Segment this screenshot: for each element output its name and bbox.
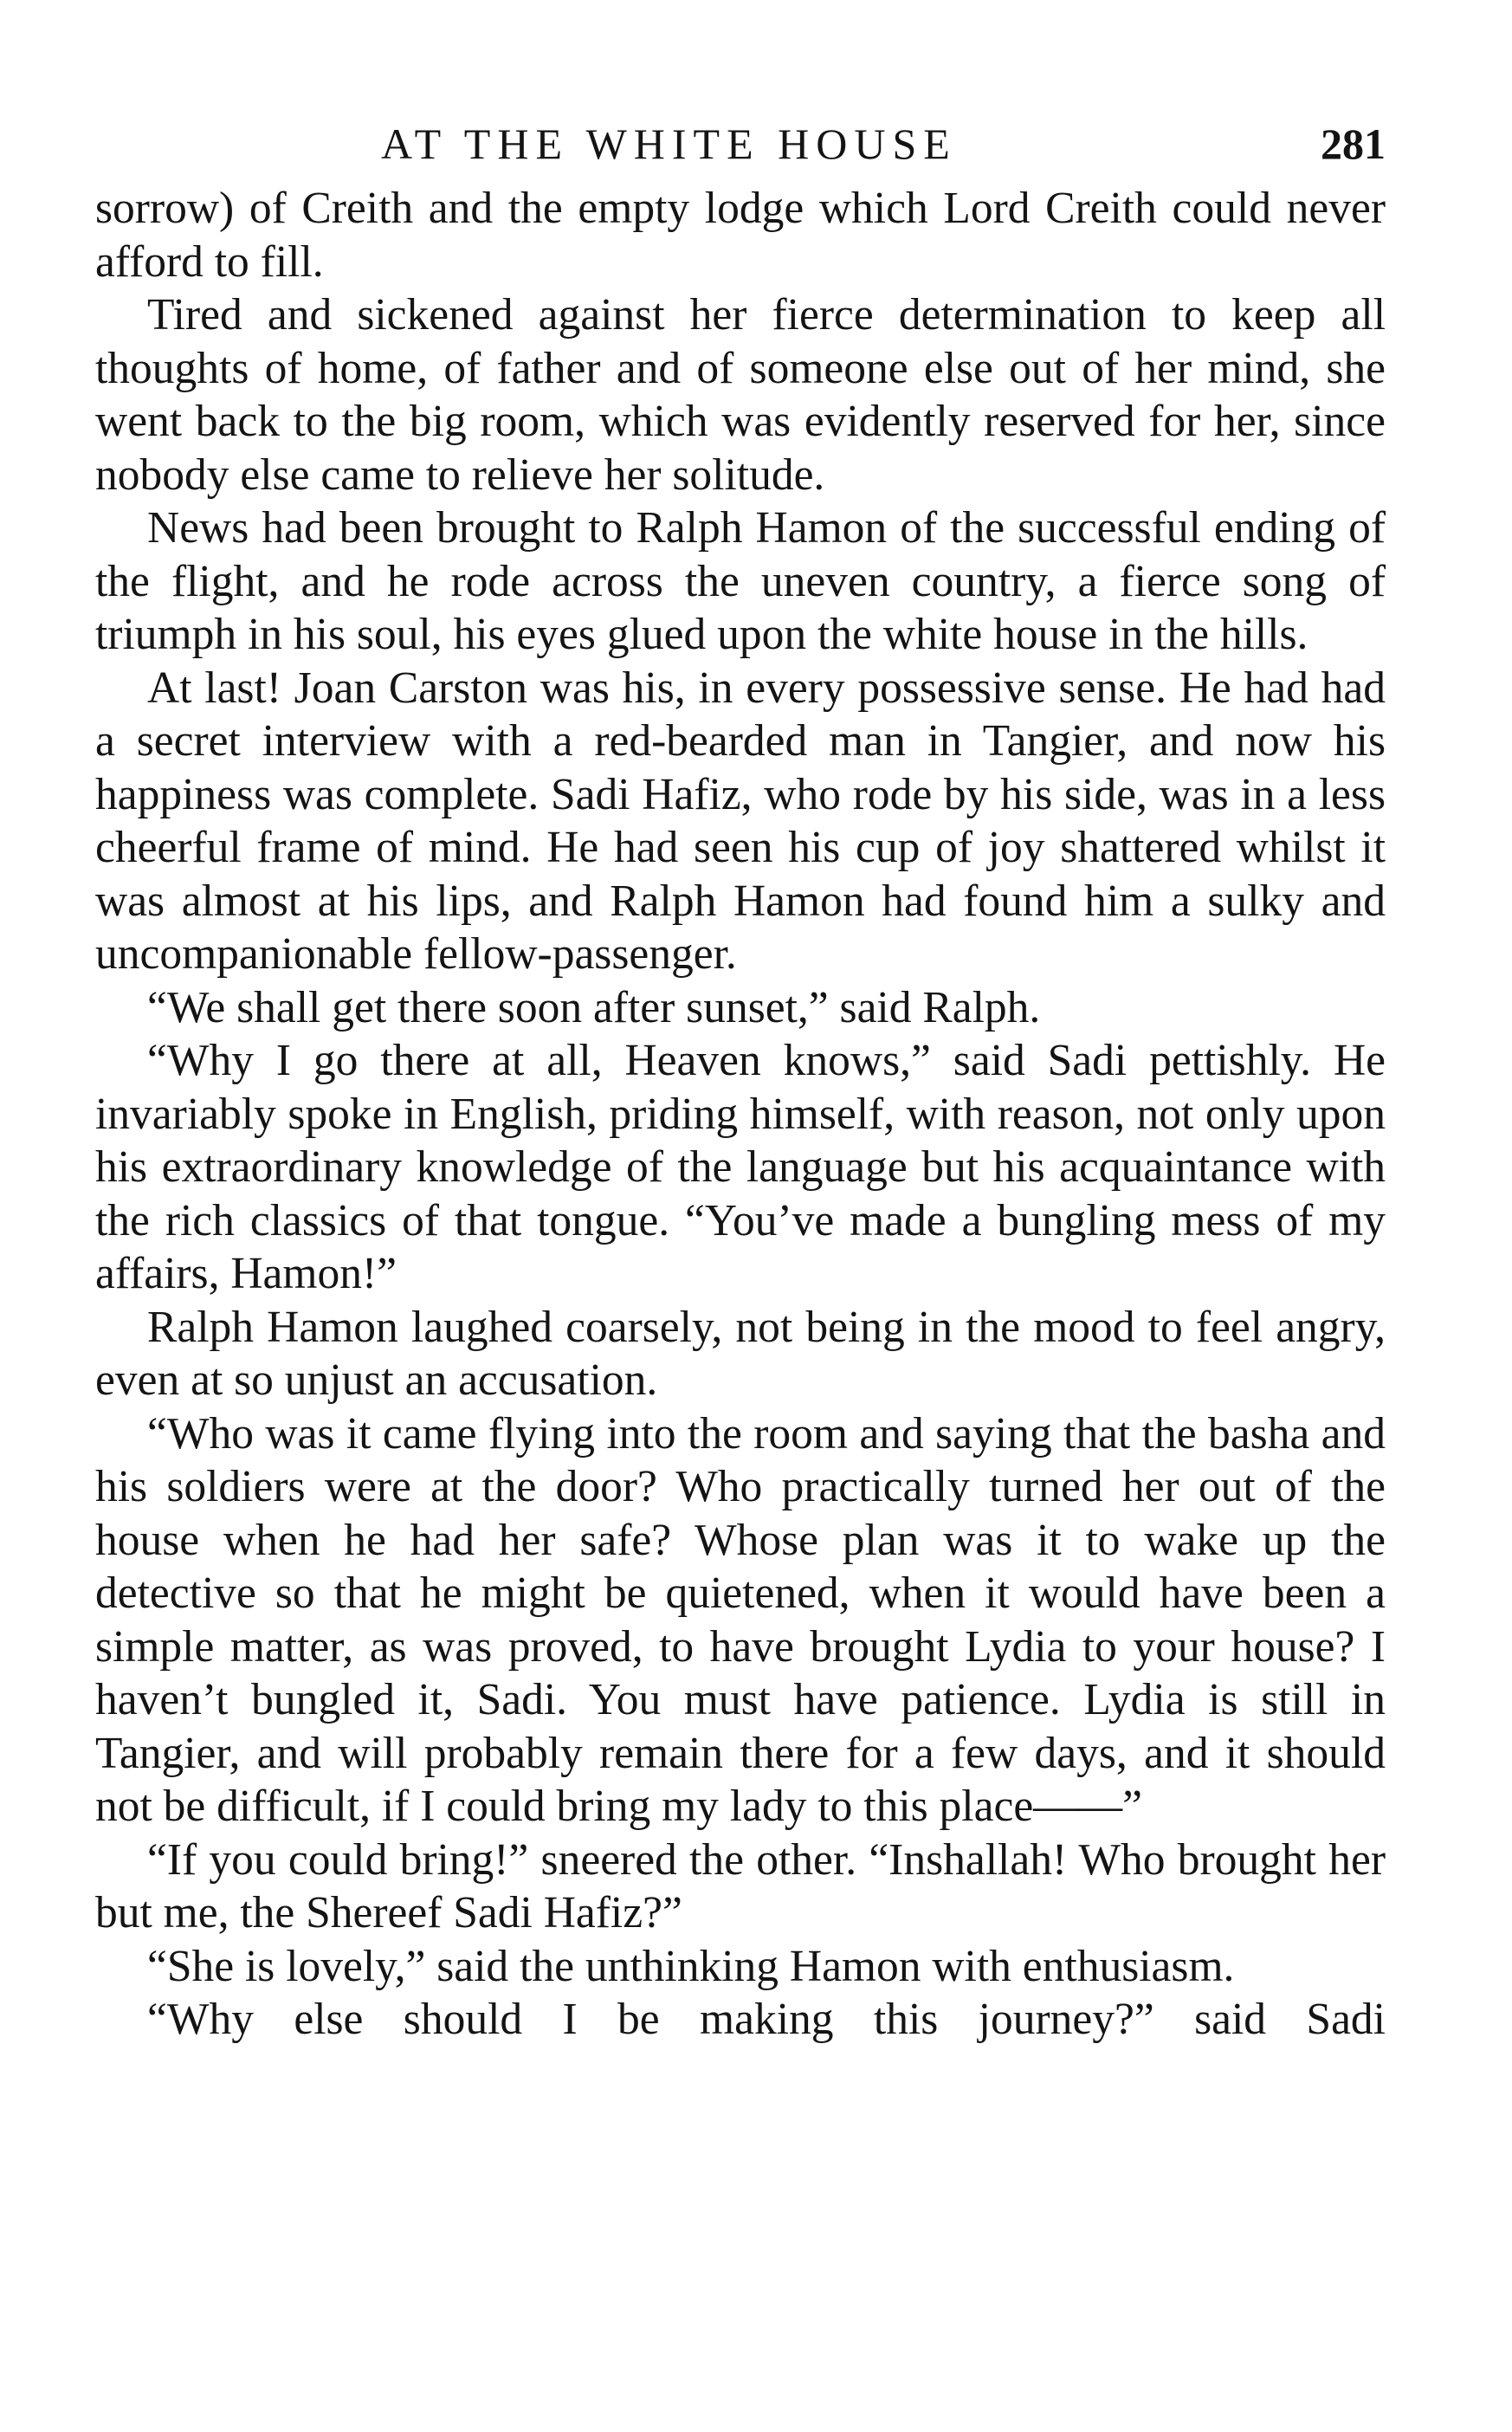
paragraph: “If you could bring!” sneered the other. “Inshallah! Who brought her but me, the Shereef Sadi Hafiz?”: [95, 1834, 1386, 1937]
paragraph-continued: sorrow) of Creith and the empty lodge which Lord Creith could never afford to fill.: [95, 184, 1386, 287]
paragraph: “She is lovely,” said the unthinking Hamon with enthusiasm.: [147, 1941, 1235, 1991]
paragraph: “Why I go there at all, Heaven knows,” said Sadi pettishly. He invariably spoke in English, priding himself, with reason, not only upon his extraordinary knowledge of the language but his acquaintance with the rich classics of that tongue. “You’ve made a bungling mess of my affairs, Hamon!”: [95, 1036, 1386, 1298]
paragraph: News had been brought to Ralph Hamon of the successful ending of the flight, and he rode across the uneven country, a fierce song of triumph in his soul, his eyes glued upon the white house in the hills.: [95, 503, 1386, 659]
page-header: [95, 114, 1386, 175]
paragraph-last: “Why else should I be making this journey?” said Sadi: [147, 1995, 1386, 2044]
paragraph: Ralph Hamon laughed coarsely, not being in the mood to feel angry, even at so unjust an accusation.: [95, 1302, 1386, 1405]
paragraph: Tired and sickened against her fierce determination to keep all thoughts of home, of father and of someone else out of her mind, she went back to the big room, which was evidently reserved for her, since nobody else came to relieve her solitude.: [95, 290, 1386, 500]
page-number: 281: [1321, 120, 1386, 168]
body-text: [95, 182, 1386, 2047]
paragraph: “We shall get there soon after sunset,” said Ralph.: [147, 982, 1041, 1032]
paragraph: At last! Joan Carston was his, in every possessive sense. He had had a secret interview with a red-bearded man in Tangier, and now his happiness was complete. Sadi Hafiz, who rode by his side, was in a less cheerful frame of mind. He had seen his cup of joy shattered whilst it was almost at his lips, and Ralph Hamon had found him a sulky and uncompanionable fellow-passenger.: [95, 663, 1386, 979]
running-head: AT THE WHITE HOUSE: [381, 120, 957, 168]
paragraph: “Who was it came flying into the room and saying that the basha and his soldiers were at the door? Who practically turned her out of the house when he had her safe? Whose plan was it to wake up the detective so that he might be quietened, when it would have been a simple matter, as was proved, to have brought Lydia to your house? I haven’t bungled it, Sadi. You must have patience. Lydia is still in Tangier, and will probably remain there for a few days, and it should not be difficult, if I could bring my lady to this place——”: [95, 1408, 1386, 1831]
